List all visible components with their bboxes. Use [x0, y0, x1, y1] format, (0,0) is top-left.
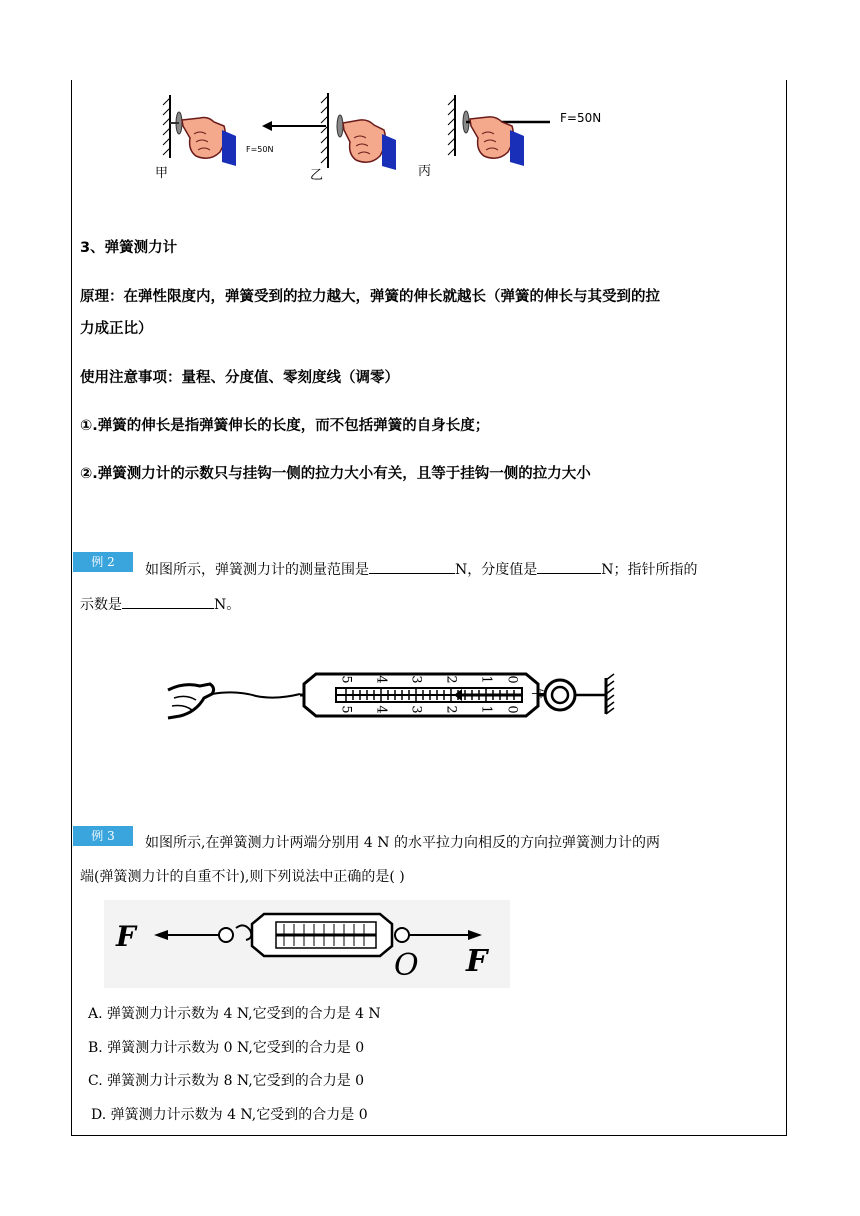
scale-label-2: 2 — [443, 675, 459, 684]
example-2-text-a: 如图所示，弹簧测力计的测量范围是 — [145, 562, 369, 578]
point-o-label: O — [394, 948, 419, 983]
example-2-line-1 — [145, 557, 698, 579]
scale-label-1: 1 — [478, 675, 494, 684]
example-3-tag: 例 3 — [73, 826, 133, 846]
scale-body-3 — [252, 914, 392, 956]
example-2-text-e: N。 — [214, 597, 241, 613]
hand-bing — [470, 117, 524, 166]
reading-blank[interactable] — [122, 592, 214, 609]
principle-line-1: 原理：在弹性限度内，弹簧受到的拉力越大，弹簧的伸长就越长（弹簧的伸长与其受到的拉 — [80, 289, 660, 305]
pulling-hand — [168, 684, 214, 718]
label-bing: 丙 — [418, 164, 432, 179]
usage-notes: 使用注意事项：量程、分度值、零刻度线（调零） — [80, 370, 399, 386]
scale-label-5-bottom: 5 — [338, 705, 354, 714]
scale-label-5: 5 — [338, 675, 354, 684]
hand-jia — [182, 118, 236, 167]
section-title: 3、弹簧测力计 — [80, 240, 178, 256]
example-2-text-c: N；指针所指的 — [601, 562, 698, 578]
note-point-2: ②.弹簧测力计的示数只与挂钩一侧的拉力大小有关，且等于挂钩一侧的拉力大小 — [80, 466, 591, 482]
hand-push-figure — [150, 90, 620, 185]
scale-label-0: 0 — [504, 675, 520, 684]
scale-labels-top — [336, 672, 536, 688]
arrow-yi — [262, 121, 326, 131]
division-blank[interactable] — [537, 557, 601, 574]
scale-label-4: 4 — [373, 675, 389, 684]
spring-scale-figure — [166, 660, 630, 730]
left-force-label: F — [116, 920, 136, 953]
left-ring — [219, 928, 233, 942]
spring-scale-two-forces-figure — [104, 900, 510, 988]
scale-label-0-bottom: 0 — [504, 705, 520, 714]
force-label-small: F=50N — [246, 145, 274, 154]
range-blank[interactable] — [369, 557, 455, 574]
scale-label-3-bottom: 3 — [408, 705, 424, 714]
scale-unit-char: 牛 — [529, 686, 545, 701]
label-jia: 甲 — [155, 166, 169, 181]
scale-label-3: 3 — [408, 675, 424, 684]
scale-labels-bottom — [336, 702, 536, 718]
hand-yi — [343, 120, 396, 170]
wall-bing — [448, 95, 469, 156]
force-label-large: F=50N — [560, 111, 602, 125]
option-d[interactable]: D. 弹簧测力计示数为 4 N,它受到的合力是 0 — [91, 1107, 368, 1123]
wall-yi — [321, 93, 343, 168]
option-c[interactable]: C. 弹簧测力计示数为 8 N,它受到的合力是 0 — [88, 1073, 365, 1089]
cord — [212, 692, 300, 697]
example-2-text-b: N，分度值是 — [455, 562, 538, 578]
wall-jia — [163, 95, 182, 158]
option-a[interactable]: A. 弹簧测力计示数为 4 N,它受到的合力是 4 N — [88, 1006, 381, 1022]
example-2-line-2 — [80, 592, 240, 614]
option-b[interactable]: B. 弹簧测力计示数为 0 N,它受到的合力是 0 — [88, 1040, 365, 1056]
scale-label-4-bottom: 4 — [373, 705, 389, 714]
ring-and-wall — [538, 674, 614, 714]
example-2-text-d: 示数是 — [80, 597, 122, 613]
scale-label-1-bottom: 1 — [478, 705, 494, 714]
label-yi: 乙 — [310, 168, 324, 183]
right-force-label: F — [466, 944, 488, 979]
example-3-line-2: 端(弹簧测力计的自重不计),则下列说法中正确的是( ) — [80, 869, 405, 885]
example-2-tag: 例 2 — [73, 552, 133, 572]
scale-label-2-bottom: 2 — [443, 705, 459, 714]
principle-line-2: 力成正比） — [80, 321, 153, 337]
note-point-1: ①.弹簧的伸长是指弹簧伸长的长度，而不包括弹簧的自身长度； — [80, 418, 490, 434]
right-ring — [395, 928, 409, 942]
example-3-line-1: 如图所示,在弹簧测力计两端分别用 4 N 的水平拉力向相反的方向拉弹簧测力计的两 — [145, 835, 660, 851]
